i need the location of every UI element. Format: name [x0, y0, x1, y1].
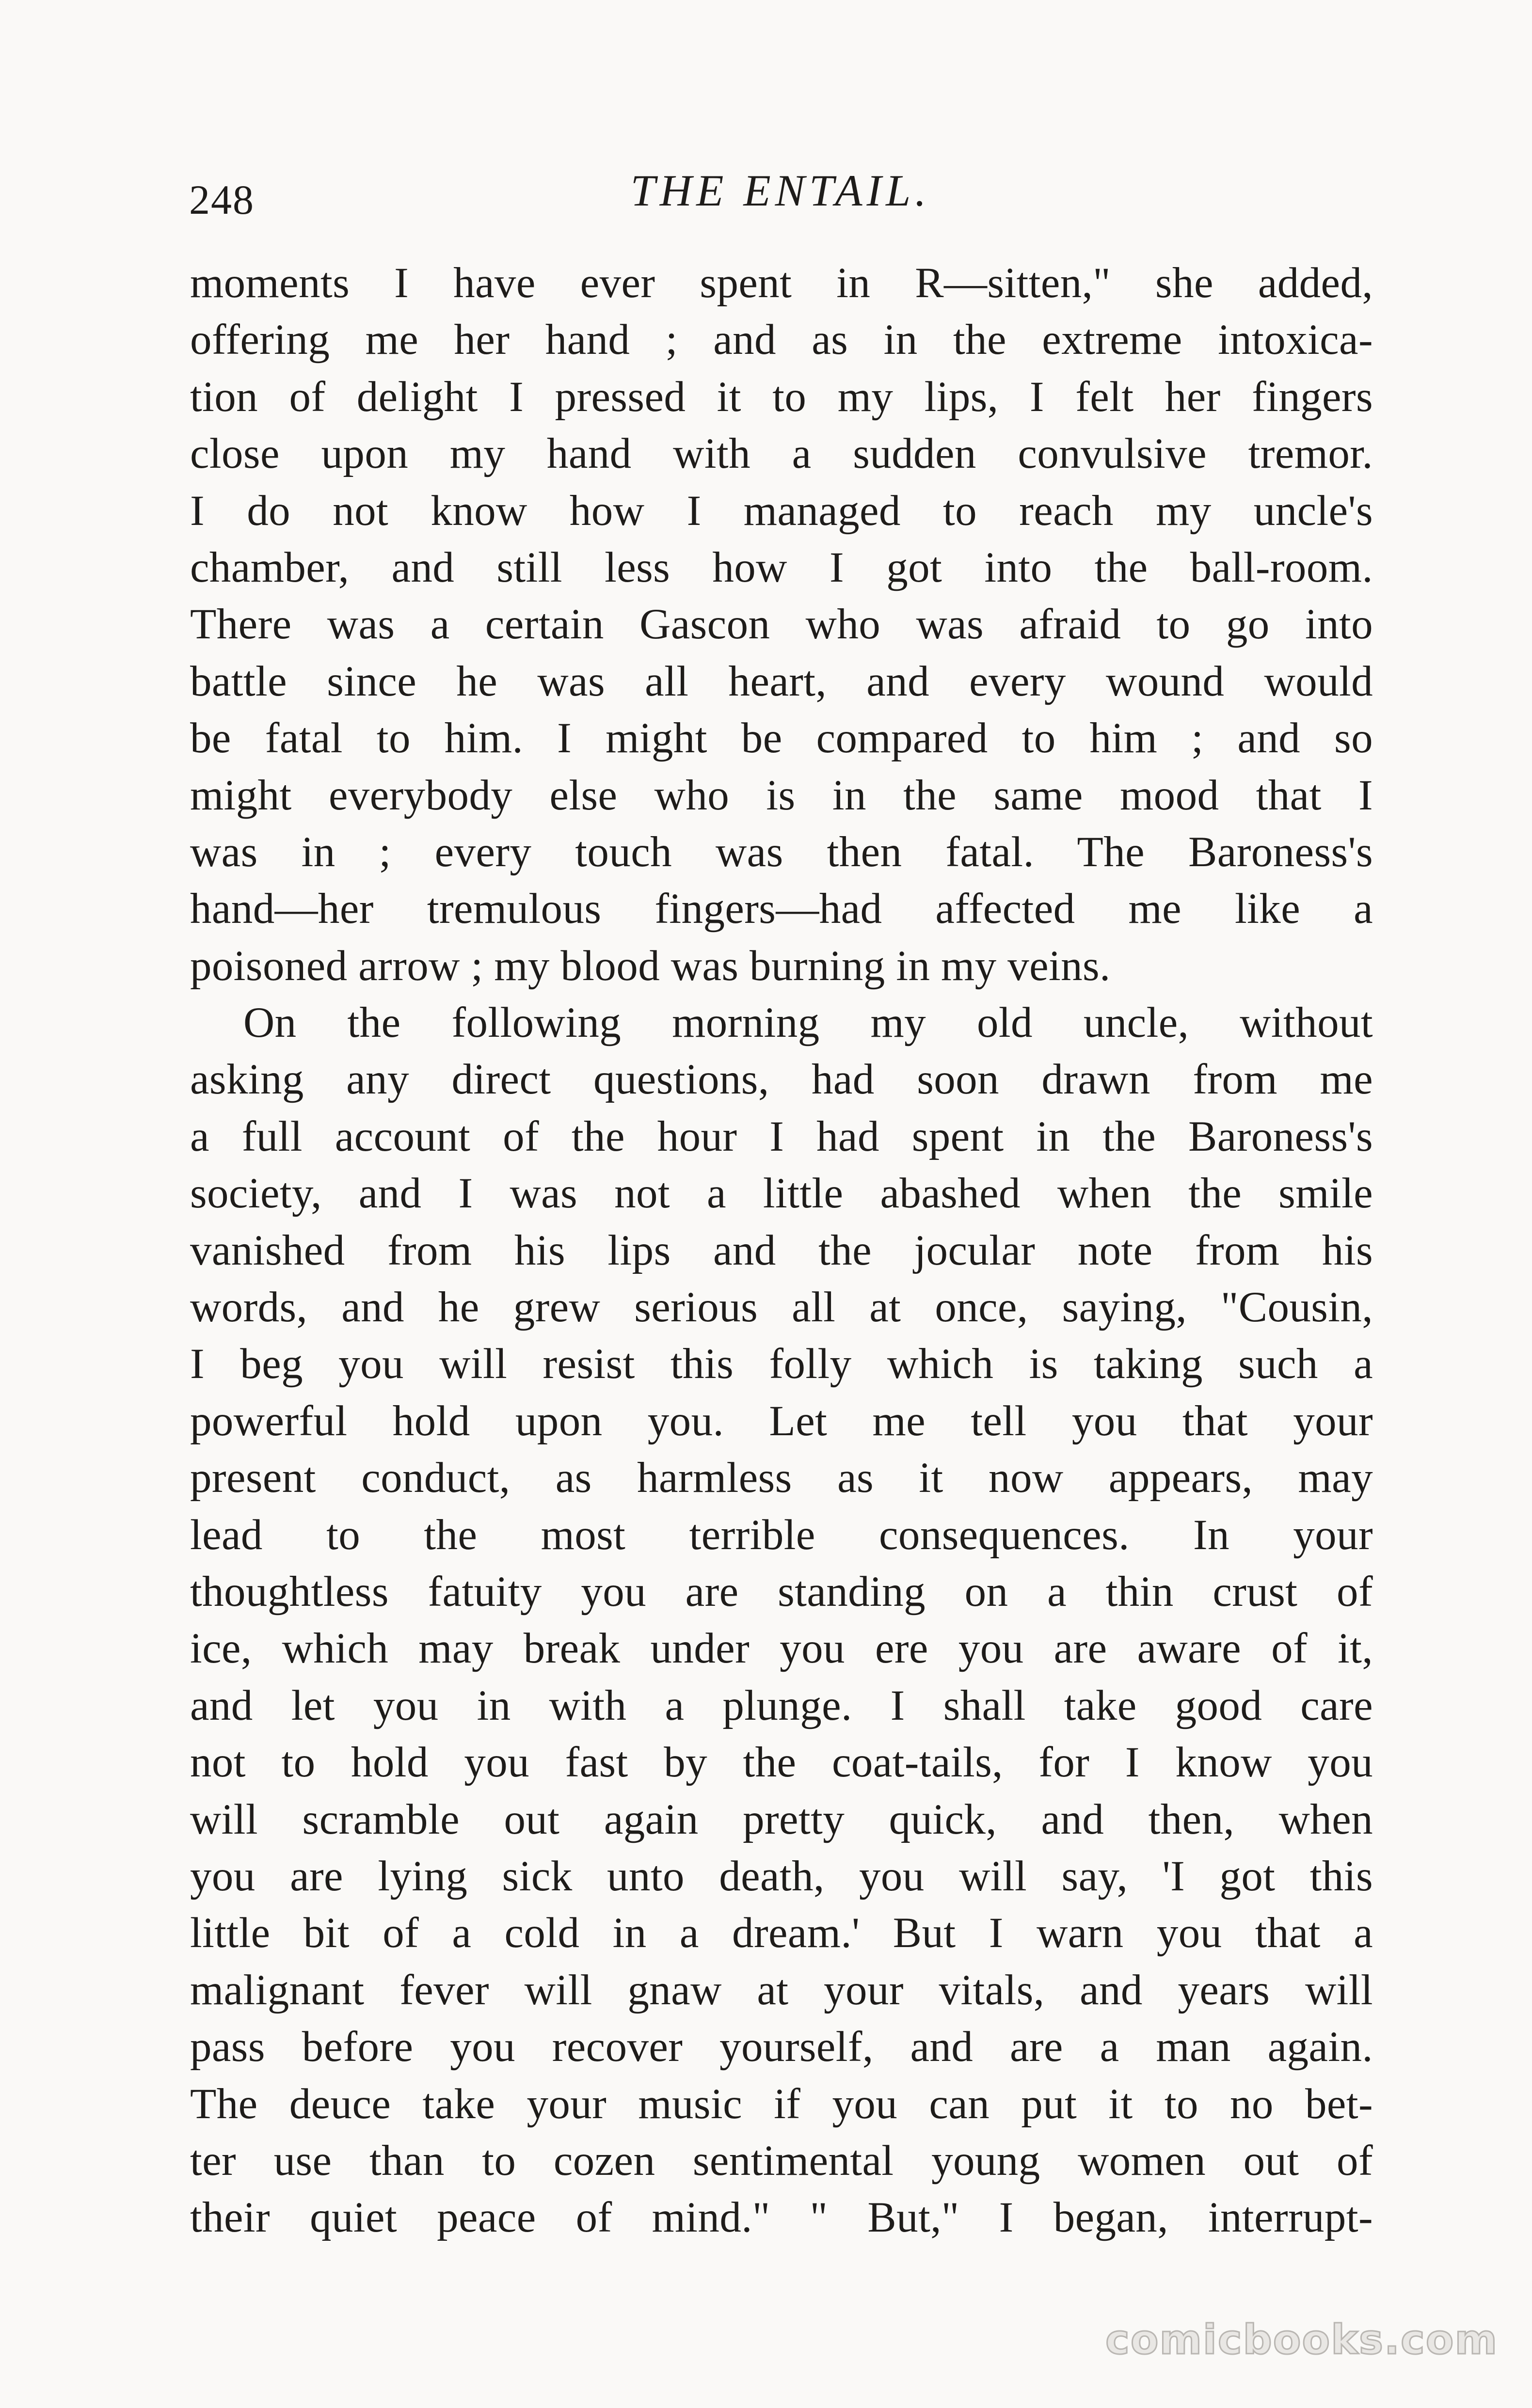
- text-line: pass before you recover yourself, and are a man again.: [190, 2023, 1373, 2071]
- text-line: chamber, and still less how I got into the ball-room.: [190, 543, 1373, 591]
- text-line: close upon my hand with a sudden convulsive tremor.: [190, 430, 1373, 478]
- text-line: society, and I was not a little abashed when the smile: [190, 1170, 1373, 1218]
- text-line: asking any direct questions, had soon drawn from me: [190, 1056, 1373, 1104]
- watermark-logo: comicbooks.com: [1105, 2316, 1498, 2363]
- text-line: will scramble out again pretty quick, and then, when: [190, 1795, 1373, 1843]
- text-line: present conduct, as harmless as it now appears, may: [190, 1454, 1373, 1502]
- text-line-paragraph-start: On the following morning my old uncle, without: [243, 999, 1373, 1047]
- text-line: was in ; every touch was then fatal. The Baroness's: [190, 828, 1373, 876]
- text-line: vanished from his lips and the jocular note from his: [190, 1226, 1373, 1274]
- text-line: moments I have ever spent in R—sitten," she added,: [190, 259, 1373, 307]
- text-line: I do not know how I managed to reach my uncle's: [190, 487, 1373, 535]
- text-line: ter use than to cozen sentimental young women out of: [190, 2137, 1373, 2185]
- text-line: you are lying sick unto death, you will say, 'I got this: [190, 1852, 1373, 1900]
- text-line: words, and he grew serious all at once, saying, "Cousin,: [190, 1283, 1373, 1331]
- text-line: malignant fever will gnaw at your vitals, and years will: [190, 1966, 1373, 2014]
- text-line: There was a certain Gascon who was afraid to go into: [190, 601, 1373, 649]
- text-line: hand—her tremulous fingers—had affected me like a: [190, 885, 1373, 933]
- text-line: be fatal to him. I might be compared to him ; and so: [190, 714, 1373, 762]
- text-line: might everybody else who is in the same mood that I: [190, 771, 1373, 819]
- text-line: their quiet peace of mind." " But," I began, interrupt-: [190, 2194, 1373, 2242]
- text-line: powerful hold upon you. Let me tell you that your: [190, 1397, 1373, 1445]
- text-line: ice, which may break under you ere you are aware of it,: [190, 1625, 1373, 1673]
- text-line: a full account of the hour I had spent in the Baroness's: [190, 1112, 1373, 1160]
- text-line: The deuce take your music if you can put it to no bet-: [190, 2080, 1373, 2128]
- text-line: not to hold you fast by the coat-tails, for I know you: [190, 1739, 1373, 1787]
- running-title: THE ENTAIL.: [630, 166, 931, 215]
- text-line: tion of delight I pressed it to my lips, I felt her fingers: [190, 373, 1373, 421]
- page-number: 248: [189, 176, 255, 223]
- text-line: offering me her hand ; and as in the extreme intoxica-: [190, 316, 1373, 364]
- text-line: little bit of a cold in a dream.' But I warn you that a: [190, 1909, 1373, 1957]
- page-header: [189, 165, 1372, 233]
- text-line: and let you in with a plunge. I shall take good care: [190, 1681, 1373, 1729]
- body-text: [190, 255, 1373, 2247]
- text-line: lead to the most terrible consequences. In your: [190, 1511, 1373, 1559]
- text-line: I beg you will resist this folly which is taking such a: [190, 1340, 1373, 1388]
- text-line: poisoned arrow ; my blood was burning in my veins.: [190, 942, 1111, 990]
- text-line: thoughtless fatuity you are standing on a thin crust of: [190, 1568, 1373, 1616]
- text-line: battle since he was all heart, and every wound would: [190, 657, 1373, 705]
